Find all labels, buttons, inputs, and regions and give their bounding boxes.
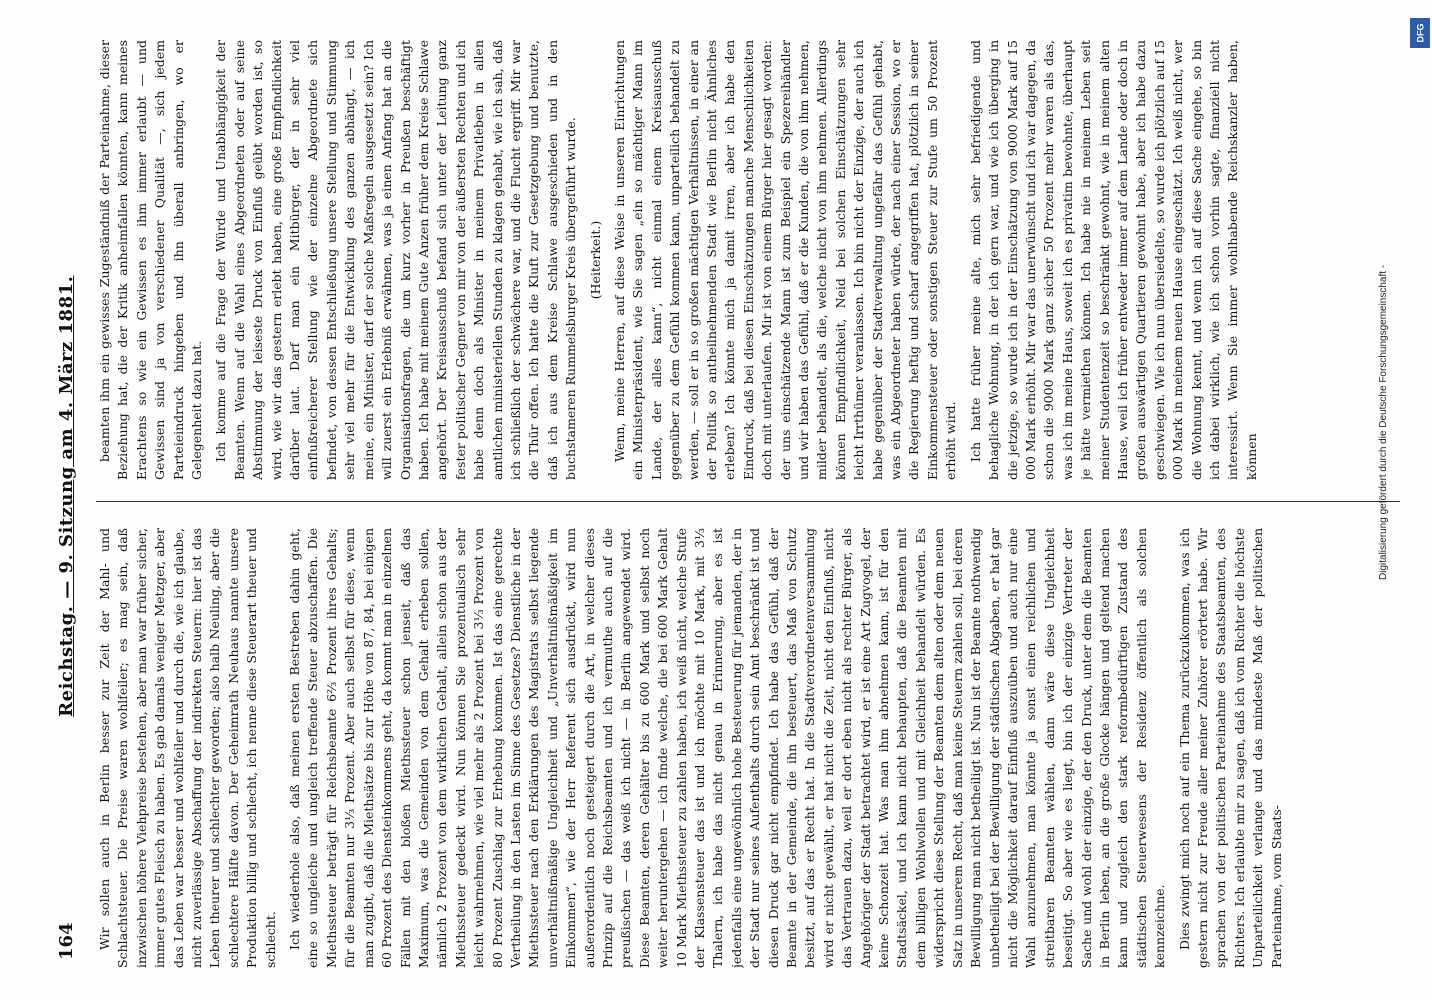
right-column [96,40,1400,480]
page-title: Reichstag. — 9. Sitzung am 4. März 1881. [55,275,77,717]
rotated-page-area [40,20,1420,980]
paragraph: Wir sollen auch in Berlin besser zur Zeit der Mahl- und Schlachtsteuer. Die Preise waren wohlfeiler; es mag sein, daß inzwischen höhere Viehpreise bestehen, aber man war früher sicher, immer gutes Fleisch zu haben. Es gab damals weniger Metzger, aber das Leben war besser und wohlfeiler und durch die, wie ich glaube, nicht zuverlässige Abschaffung der indirekten Steuern: hier ist das Leben theurer und schlechter geworden; also halb Neuling, aber die schlechtere Hälfte davon. Der Geheimrath Neuhaus nannte unsere Produktion billig und schlecht, ich nenne diese Steuerart theuer und schlecht. [97,528,278,968]
page-content [40,20,1420,980]
paragraph-interjection: (Heiterkeit.) [587,220,603,300]
paragraph: beamten ihm ein gewisses Zugeständniß der Parteinahme, dieser Beziehung hat, die der Kritik anheimfallen könnten, kann meines Erachtens so wie ein Gewissen es ihm immer erlaubt — und Gewissen sind ja von verschiedener Qualität —, sich jedem Parteieindruck hingeben und ihn überall anbringen, wo er Gelegenheit dazu hat. [97,40,205,480]
dfg-logo [1410,18,1430,48]
credit-text: Digitalisierung gefördert durch die Deutsche Forschungsgemeinschaft - [1378,264,1389,580]
paragraph: Dies zwingt mich noch auf ein Thema zurückzukommen, was ich gestern nicht zur Freude aller meiner Zuhörer erörtert habe. Wir sprachen von der politischen Parteinahme des Staatsbeamten, des Richters. Ich erlaubte mir zu sagen, daß ich vom Richter die höchste Unparteilichkeit verlange und das mindeste Maß der politischen Parteinahme, vom Staats- [1176,528,1284,968]
paragraph: Ich wiederhole also, daß meinen ersten Bestreben dahin geht, eine so ungleiche und ungleich treffende Steuer abzuschaffen. Die Miethssteuer beträgt für Reichsbeamte 6⅔ Prozent ihres Gehalts; für die Beamten nur 3⅓ Prozent. Aber auch selbst für diese, wenn man zugibt, daß die Miethsätze bis zur Höhe von 87, 84, bei einigen 60 Prozent des Diensteinkommens geht, da kommt man in einzelnen Fällen mit den bloßen Miethssteuer schon jenseit, daß das Maximum, was die Gemeinden von dem Gehalt erheben sollen, nämlich 2 Prozent von dem wirklichen Gehalt, allein schon aus der Miethssteuer gedeckt wird. Nun können Sie prozentualisch sehr leicht wahrnehmen, wie viel mehr als 2 Prozent bei 3⅓ Prozent von 80 Prozent Zuschlag zur Erhebung kommen. Ist das eine gerechte Vertheilung in den Lasten im Sinne des Gesetzes? Dienstliche in der Miethssteuer nach den Erklärungen des Magistrats selbst liegende unverhältnißmäßige Ungleichheit und „Unverhältnißmäßigkeit im Einkommen“, wie der Herr Referent sich ausdrückt, wird nun außerordentlich noch gesteigert durch die Art, in welcher dieses Prinzip auf die Reichsbeamten und ich vermuthe auch auf die preußischen — das weiß ich nicht — in Berlin angewendet wird. Diese Beamten, deren Gehälter bis zu 600 Mark und selbst noch weiter heruntergehen — ich finde welche, die bei 600 Mark Gehalt 10 Mark Miethssteuer zu zahlen haben, ich weiß nicht, welche Stufe der Klassensteuer das ist und ich möchte mit 10 Mark, mit 3⅓ Thalern, ich habe das nicht genau in Erinnerung, aber es ist jedenfalls eine ungewöhnlich hohe Besteuerung für jemanden, der in der Stadt nur seines Aufenthalts durch sein Amt beschränkt ist und diesen Druck gar nicht empfindet. Ich habe das Gefühl, daß der Beamte in der Gemeinde, die ihn besteuert, das Maß von Schutz besitzt, auf das er Recht hat. In die Stadtverordnetenversammlung wird er nicht gewählt, er hat nicht die Zeit, nicht den Einfluß, nicht das Vertrauen dazu, weil er dort eben nicht als rechter Bürger, als Angehöriger der Stadt betrachtet wird, er ist eine Art Zugvogel, der keine Schonzeit hat. Was man ihm abnehmen kann, ist für den Stadtsäckel, und ich kann nicht behaupten, daß die Beamten mit dem billigen Wohlwollen und mit Gleichheit behandelt würden. Es widerspricht diese Stellung der Beamten dem alten oder dem neuen Satz in unserem Recht, daß man keine Steuern zahlen soll, bei deren Bewilligung man nicht betheiligt ist. Nun ist der Beamte nothwendig unbetheiligt bei der Bewilligung der städtischen Abgaben, er hat gar nicht die Möglichkeit darauf Einfluß auszuüben und auch nur eine Wahl anzunehmen, man könnte ja sonst einen reichlichen und streitbaren Beamten wählen, dann wäre diese Ungleichheit beseitigt. So aber wie es liegt, bin ich der einzige Vertreter der Sache und wohl der einzige, der den Druck, unter dem die Beamten in Berlin leben, an die große Glocke hängen und geltend machen kann und zugleich den stark reformbedürftigen Zustand des städtischen Steuerwesens der Residenz öffentlich als solchen kennzeichne. [287,528,1168,968]
paragraph: Ich hatte früher meine alte, mich sehr befriedigende und behagliche Wohnung, in der ich gern war, und wie ich überging in die jetzige, so wurde ich in der Einschätzung von 9000 Mark auf 15 000 Mark erhöht. Mir war das unerwünscht und ich war dagegen, da schon die 9000 Mark ganz sicher 50 Prozent mehr waren als das, was ich im meine Haus, soweit ich es privatim bewohnte, überhaupt je hätte vermiethen können. Ich habe nie in meinem Leben seit meiner Studentenzeit so beschränkt gewohnt, wie in meinem alten Hause, weil ich früher entweder immer auf dem Lande oder doch in großen auswärtigen Quartieren gewohnt habe, aber ich habe dazu geschwiegen. Wie ich nun übersiedelte, so wurde ich plötzlich auf 15 000 Mark in meinem neuen Hause eingeschätzt. Ich weiß nicht, wer die Wohnung kennt, und wenn ich auf diese Sache eingehe, so bin ich dabei wirklich, wie ich schon vorhin sagte, finanziell nicht interessirt. Wenn Sie immer wohlhabende Reichskanzler haben, können [967,40,1259,480]
paragraph: Wenn, meine Herren, auf diese Weise in unseren Einrichtungen ein Ministerpräsident, wie Sie sagen „ein so mächtiger Mann im Lande, der alles kann“, nicht einmal einem Kreisausschuß gegenüber zu dem Gefühl kommen kann, unparteilich behandelt zu werden, — soll er in so großen mächtigen Verhältnissen, in einer an der Politik so antheilnehmenden Stadt wie Berlin nicht Ähnliches erleben? Ich könnte mich ja damit irren, aber ich habe den Eindruck, daß bei diesen Einschätzungen manche Menschlichkeiten doch mit unterlaufen. Mir ist von einem Bürger hier gesagt worden: der uns einschätzende Mann ist zum Beispiel ein Spezereihändler und wir haben das Gefühl, daß er die Kunden, die von ihm nehmen, milder behandelt, als die, welche nicht von ihm nehmen. Allerdings können Empfindlichkeit, Neid bei solchen Einschätzungen sehr leicht Irrthümer veranlassen. Ich bin nicht der Einzige, der auch ich habe gegenüber der Stadtverwaltung ungefähr das Gefühl gehabt, was ein Abgeordneter haben würde, der nach einer Session, wo er die Regierung heftig und scharf angegriffen hat, plötzlich in seiner Einkommensteuer oder sonstigen Steuer zur Stufe um 50 Prozent erhöht wird. [611,40,959,480]
left-column [96,528,1400,968]
paragraph: Ich komme auf die Frage der Würde und Unabhängigkeit der Beamten. Wenn auf die Wahl eines Abgeordneten oder auf seine Abstimmung der leiseste Druck von Einfluß geübt worden ist, so wird, wie wir das gestern erlebt haben, eine große Empfindlichkeit darüber laut. Darf man ein Mitbürger, der in sehr viel einflußreicherer Stellung wie der einzelne Abgeordnete sich befindet, von dessen Entschließung unsere Stellung und Stimmung sehr viel mehr für die Entwicklung des ganzen abhängt, — ich meine, ein Minister, darf der solche Maßregeln ausgesetzt sein? Ich will zuerst ein Erlebniß erwähnen, was ja einen Anfang hat an die Organisationsfragen, die um kurz vorher in Preußen beschäftigt haben. Ich habe mit meinem Gute Anzen früher dem Kreise Schlawe angehört. Der Kreisausschuß befand sich unter der Leitung ganz fester politischer Gegner von mir von der äußersten Rechten und ich habe denn doch als Minister in meinem Privatleben in allen amtlichen ministeriellen Stunden zu klagen gehabt, wie ich sah, daß ich schließlich der schwächere war, und die Flucht ergriff. Mir war die Thür offen. Ich hatte die Kluft zur Gesetzgebung und benutzte, daß ich aus dem Kreise Schlawe ausgeschieden und in den buchstameren Rummelsburger Kreis übergeführt wurde. [213,40,579,480]
credit-line [1378,20,1394,580]
logo-text: DFG [1415,23,1425,43]
column-divider [96,501,1400,502]
page-number: 164 [55,922,77,960]
page-header [46,40,86,960]
